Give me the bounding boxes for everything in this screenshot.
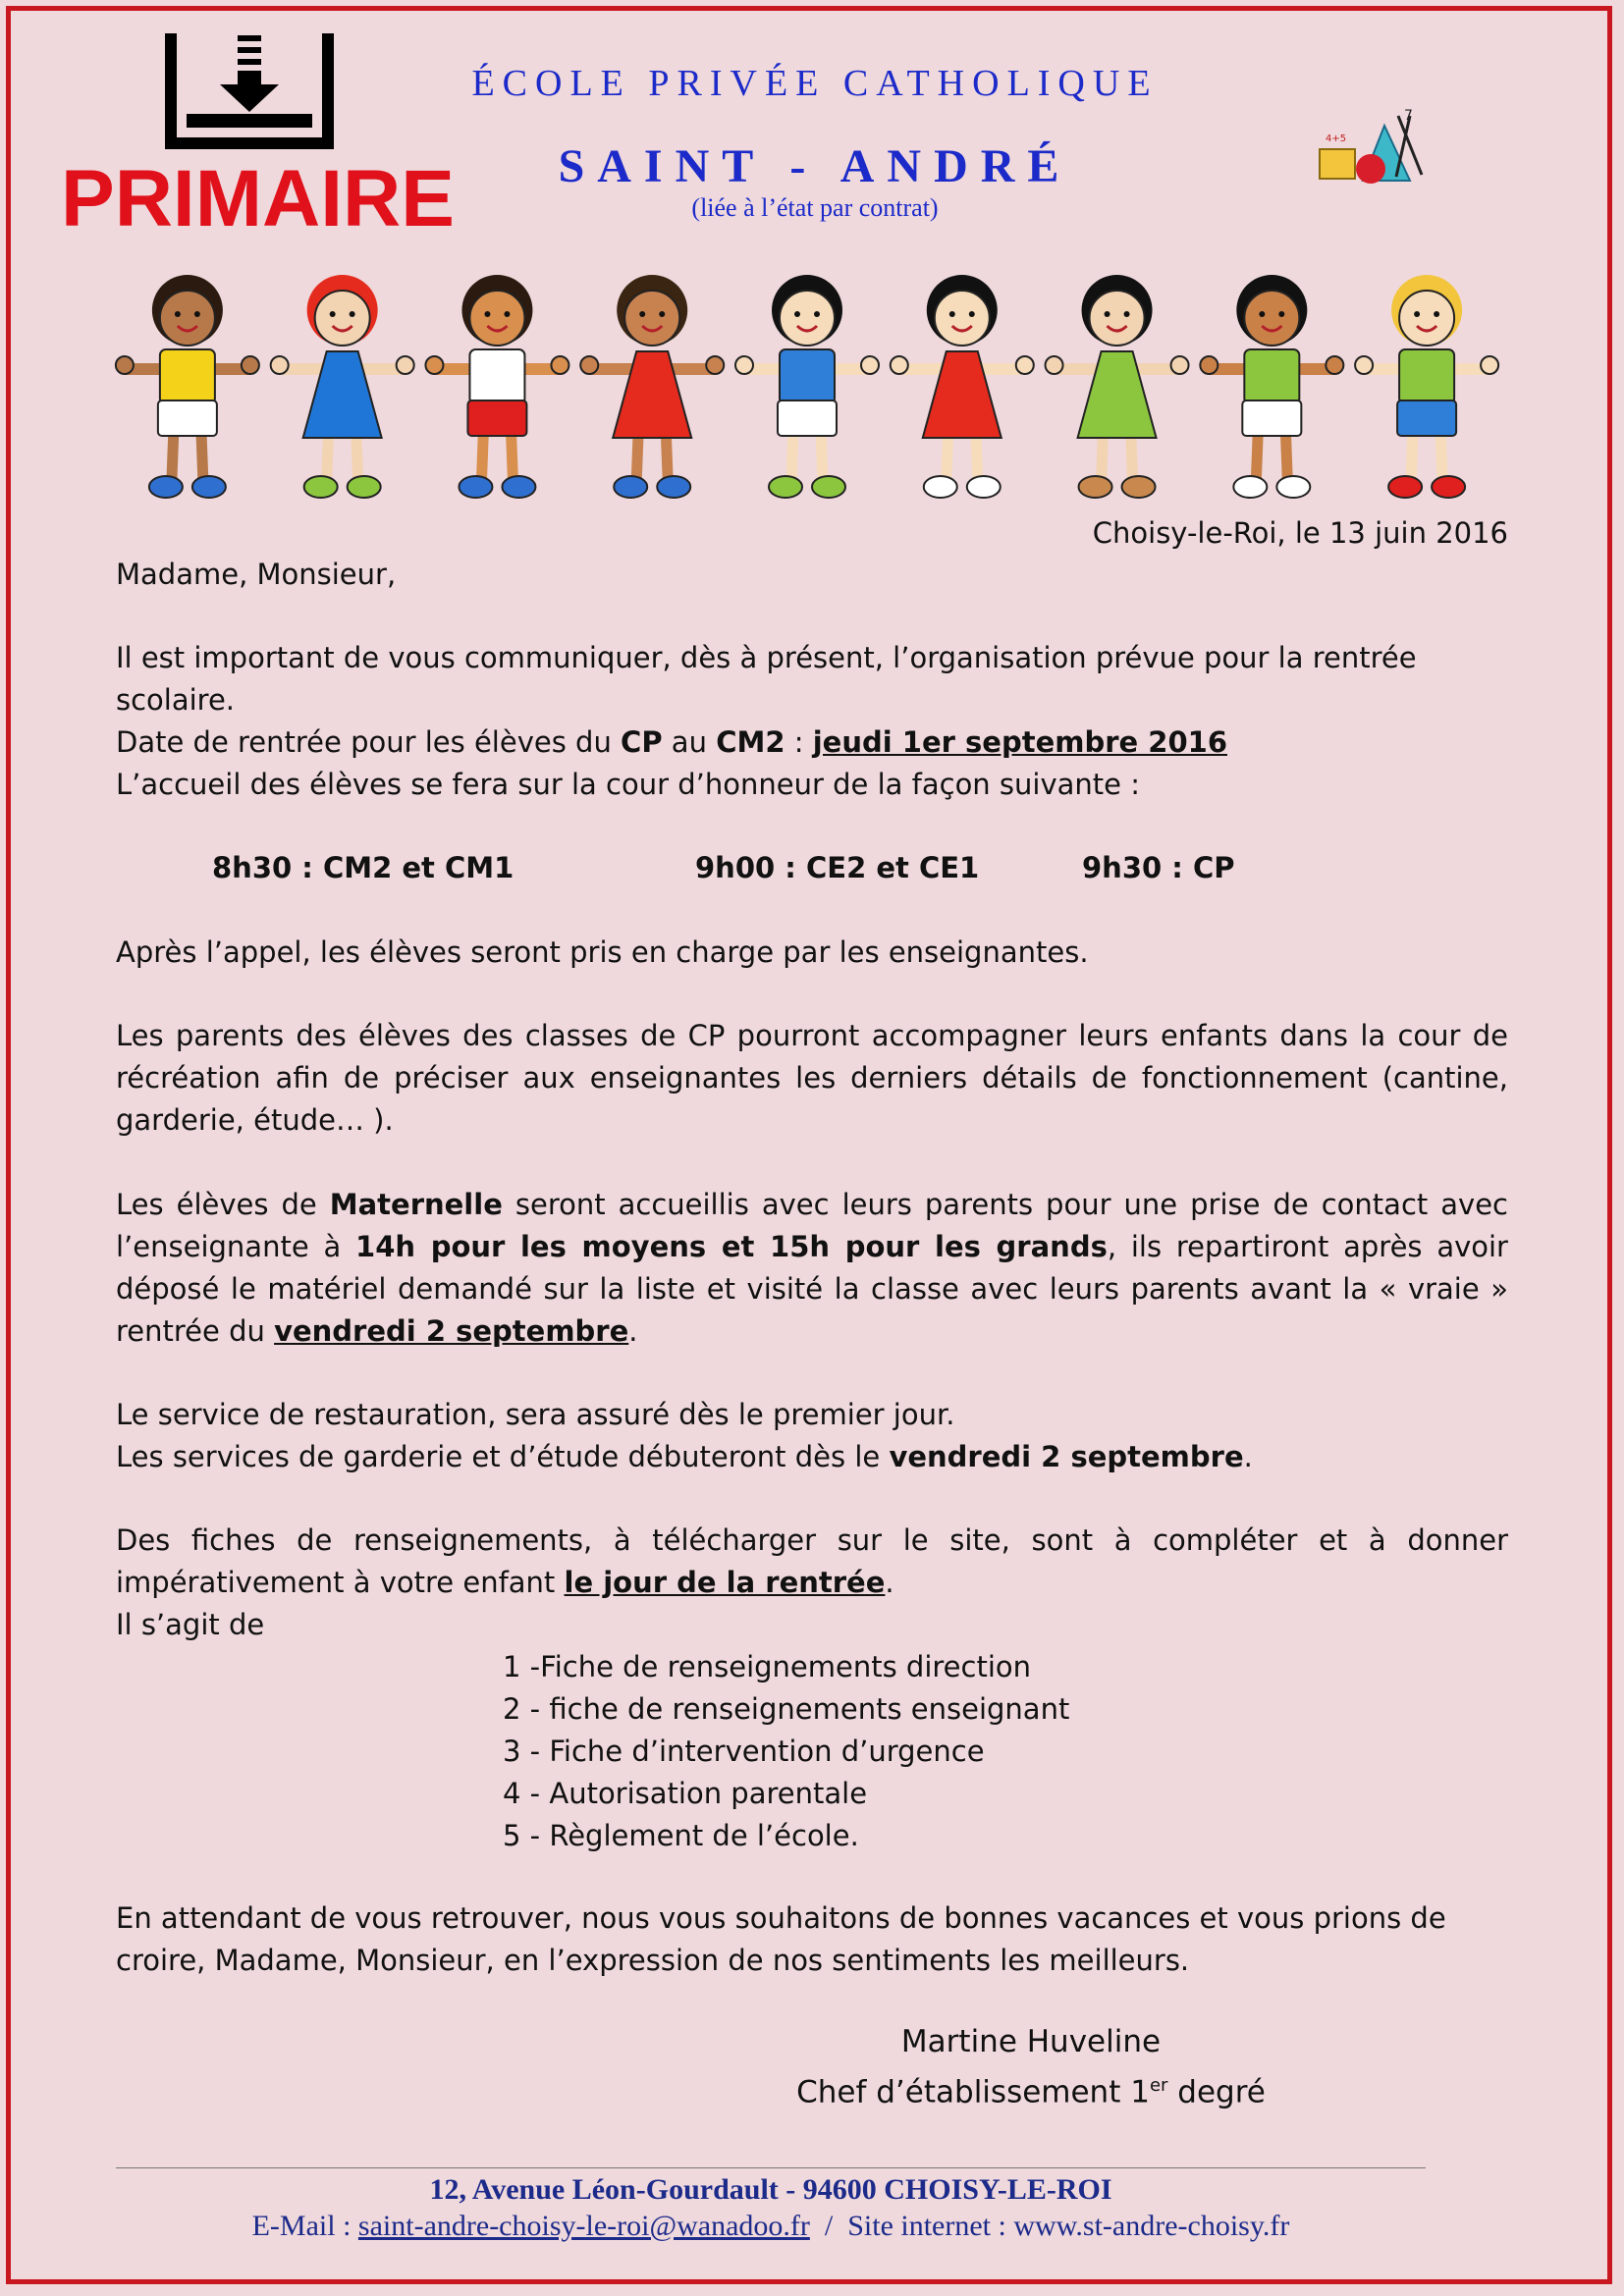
garderie-date: vendredi 2 septembre — [889, 1440, 1244, 1473]
child-eye — [1105, 311, 1110, 317]
child-eye — [814, 311, 820, 317]
list-item: 3 - Fiche d’intervention d’urgence — [503, 1735, 985, 1768]
child-shoe — [812, 476, 845, 498]
child-head — [935, 291, 990, 346]
restauration-line: Le service de restauration, sera assuré dès le premier jour. — [116, 1398, 955, 1431]
list-item: 1 -Fiche de renseignements direction — [503, 1650, 1032, 1683]
child-head — [1090, 291, 1145, 346]
child-shoe — [149, 476, 183, 498]
child-eye — [194, 311, 200, 317]
child-shoe — [1079, 476, 1112, 498]
child-shoe — [1432, 476, 1465, 498]
list-item: 4 - Autorisation parentale — [503, 1777, 868, 1810]
child-hand — [735, 356, 753, 374]
child-eye — [175, 311, 181, 317]
child-head — [624, 291, 679, 346]
closing-paragraph: En attendant de vous retrouver, nous vous souhaitons de bonnes vacances et vous prions de croire, Madame, Monsieur, en l’expression de nos sentiments les meilleurs. — [116, 1901, 1446, 1977]
footer-contact — [116, 2209, 1426, 2244]
school-type: ÉCOLE PRIVÉE CATHOLIQUE — [471, 63, 1159, 104]
child-eye — [969, 311, 975, 317]
maternelle-label: Maternelle — [329, 1188, 503, 1221]
footer-divider — [116, 2167, 1426, 2168]
rentree-text-au: au — [662, 725, 717, 759]
school-name: SAINT - ANDRÉ — [558, 140, 1072, 192]
rentree-text: Date de rentrée pour les élèves du — [116, 725, 622, 759]
child-shirt — [1244, 349, 1299, 404]
child-shoe — [614, 476, 647, 498]
child-eye — [659, 311, 665, 317]
child-leg — [1285, 430, 1287, 481]
child-shorts — [778, 400, 837, 436]
child-shoe — [657, 476, 690, 498]
intro-paragraph: Il est important de vous communiquer, dès à présent, l’organisation prévue pour la rentrée scolaire. — [116, 641, 1417, 717]
child-hand — [1481, 356, 1498, 374]
child-leg — [1440, 430, 1442, 481]
garderie-end: . — [1243, 1440, 1253, 1473]
schedule-ce: 9h00 : CE2 et CE1 — [695, 851, 980, 884]
math-shapes-logo — [1316, 106, 1432, 188]
child-shoe — [769, 476, 802, 498]
child-shoe — [1276, 476, 1310, 498]
child-hand — [425, 356, 443, 374]
signature-title-end: degré — [1167, 2074, 1266, 2110]
child-shorts — [1242, 400, 1301, 436]
footer-address: 12, Avenue Léon-Gourdault - 94600 CHOISY-LE-ROI — [429, 2173, 1112, 2206]
child-eye — [504, 311, 510, 317]
child-head — [469, 291, 524, 346]
grade-cm2: CM2 — [716, 725, 785, 759]
schedule-cm: 8h30 : CM2 et CM1 — [212, 851, 514, 884]
child-eye — [1259, 311, 1265, 317]
child-eye — [1414, 311, 1420, 317]
schedule-cp: 9h30 : CP — [1082, 851, 1235, 884]
maternelle-text-a: Les élèves de — [116, 1188, 330, 1221]
fiches-paragraph — [116, 1520, 1508, 1604]
child-eye — [794, 311, 800, 317]
website-link[interactable]: Site internet : www.st-andre-choisy.fr — [847, 2210, 1290, 2242]
child-hand — [580, 356, 598, 374]
child-shoe — [348, 476, 381, 498]
list-item: 2 - fiche de renseignements enseignant — [503, 1692, 1070, 1726]
salutation: Madame, Monsieur, — [116, 558, 397, 591]
child-eye — [484, 311, 490, 317]
child-hand — [706, 356, 724, 374]
child-hand — [1200, 356, 1218, 374]
child-eye — [639, 311, 645, 317]
rentree-date-line — [116, 721, 1510, 764]
child-shorts — [1397, 400, 1456, 436]
child-hand — [1016, 356, 1034, 374]
children-holding-hands-illustration — [110, 263, 1504, 508]
child-leg — [821, 430, 823, 481]
list-item: 5 - Règlement de l’école. — [503, 1819, 859, 1852]
grade-cp: CP — [621, 725, 663, 759]
child-hand — [116, 356, 134, 374]
child-hand — [1355, 356, 1373, 374]
child-leg — [1411, 430, 1413, 481]
child-leg — [201, 430, 203, 481]
email-link[interactable]: saint-andre-choisy-le-roi@wanadoo.fr — [357, 2210, 810, 2242]
child-hand — [1171, 356, 1189, 374]
child-shoe — [924, 476, 957, 498]
child-shirt — [780, 349, 835, 404]
child-head — [1399, 291, 1454, 346]
child-shirt — [160, 349, 215, 404]
garderie-line — [116, 1436, 1510, 1478]
child-shoe — [502, 476, 535, 498]
child-shoe — [1388, 476, 1422, 498]
child-hand — [861, 356, 879, 374]
child-hand — [397, 356, 414, 374]
child-shoe — [459, 476, 492, 498]
email-label: E-Mail : — [251, 2210, 358, 2242]
child-leg — [172, 430, 174, 481]
fiches-end: . — [885, 1566, 894, 1599]
fiches-day: le jour de la rentrée — [564, 1566, 886, 1599]
child-leg — [481, 430, 483, 481]
child-shoe — [967, 476, 1001, 498]
svg-text:7: 7 — [1404, 108, 1413, 124]
svg-text:4+5: 4+5 — [1326, 133, 1347, 144]
letter-date: Choisy-le-Roi, le 13 juin 2016 — [1092, 516, 1508, 550]
child-hand — [891, 356, 908, 374]
rentree-date: jeudi 1er septembre 2016 — [812, 725, 1228, 759]
child-eye — [949, 311, 955, 317]
child-hand — [551, 356, 568, 374]
child-hand — [1046, 356, 1063, 374]
maternelle-date: vendredi 2 septembre — [274, 1314, 629, 1348]
child-leg — [1256, 430, 1258, 481]
footer-separator: / — [809, 2210, 848, 2242]
child-leg — [791, 430, 793, 481]
primaire-title: PRIMAIRE — [61, 154, 455, 243]
child-shorts — [467, 400, 526, 436]
child-eye — [330, 311, 336, 317]
il-sagit-de: Il s’agit de — [116, 1608, 265, 1641]
cp-parents-paragraph: Les parents des élèves des classes de CP pourront accompagner leurs enfants dans la cour de récréation afin de préciser aux enseignantes les derniers détails de fonctionnement (cantine, garderie, étude… ). — [116, 1019, 1508, 1137]
maternelle-hours: 14h pour les moyens et 15h pour les grands — [355, 1230, 1108, 1263]
documents-list — [503, 1646, 1069, 1857]
child-hand — [271, 356, 289, 374]
child-hand — [242, 356, 259, 374]
school-status: (liée à l’état par contrat) — [691, 193, 939, 222]
maternelle-end: . — [628, 1314, 638, 1348]
garderie-text: Les services de garderie et d’étude débuteront dès le — [116, 1440, 890, 1473]
child-shoe — [304, 476, 338, 498]
child-shirt — [1399, 349, 1454, 404]
download-tray-icon[interactable] — [165, 27, 334, 155]
child-head — [1244, 291, 1299, 346]
fiches-text: Des fiches de renseignements, à télécharger sur le site, sont à compléter et à donner impérativement à votre enfant — [116, 1523, 1508, 1599]
child-shorts — [158, 400, 217, 436]
maternelle-paragraph — [116, 1184, 1508, 1353]
child-shoe — [1122, 476, 1156, 498]
child-eye — [350, 311, 355, 317]
child-eye — [1278, 311, 1284, 317]
child-eye — [1434, 311, 1439, 317]
child-eye — [1124, 311, 1130, 317]
appel-paragraph: Après l’appel, les élèves seront pris en charge par les enseignantes. — [116, 935, 1089, 969]
signature-title-sup: er — [1149, 2075, 1168, 2096]
child-hand — [1326, 356, 1343, 374]
child-head — [315, 291, 370, 346]
child-shoe — [1233, 476, 1267, 498]
maternelle-text-c: , ils repartiront après avoir déposé le matériel demandé sur la liste et visité la classe avec leurs parents avant la « vraie » rentrée du — [116, 1230, 1508, 1348]
child-head — [780, 291, 835, 346]
rentree-colon: : — [785, 725, 813, 759]
child-shoe — [192, 476, 226, 498]
signature-title-text: Chef d’établissement 1 — [796, 2074, 1150, 2110]
accueil-line: L’accueil des élèves se fera sur la cour d’honneur de la façon suivante : — [116, 768, 1140, 801]
maternelle-text-b: seront accueillis avec leurs parents pour une prise de contact avec l’enseignante à — [116, 1188, 1508, 1263]
signature-name: Martine Huveline — [900, 2024, 1162, 2059]
child-leg — [511, 430, 513, 481]
child-shirt — [469, 349, 524, 404]
signature-title — [746, 2064, 1316, 2113]
child-head — [160, 291, 215, 346]
